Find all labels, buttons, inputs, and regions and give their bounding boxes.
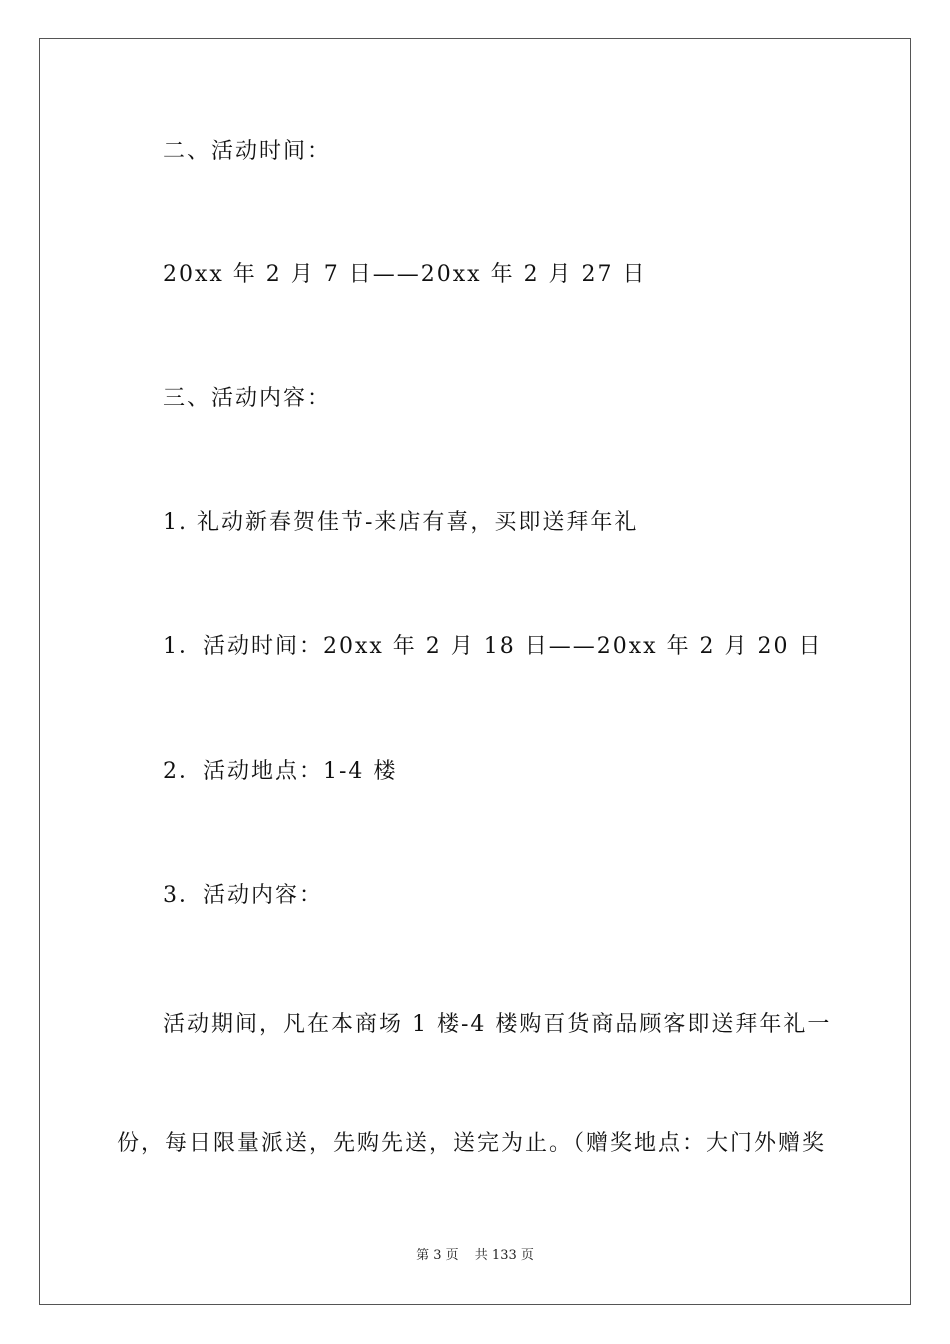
page-border	[39, 38, 911, 1305]
activity-time: 1．活动时间：20xx 年 2 月 18 日——20xx 年 2 月 20 日	[163, 634, 823, 659]
paragraph-line-2: 份，每日限量派送，先购先送，送完为止。（赠奖地点：大门外赠奖	[117, 1131, 827, 1156]
activity-location: 2．活动地点：1-4 楼	[163, 759, 398, 784]
page-footer	[0, 1247, 950, 1265]
section-heading-time: 二、活动时间：	[163, 139, 332, 164]
section-heading-content: 三、活动内容：	[163, 386, 332, 411]
activity-date-range: 20xx 年 2 月 7 日——20xx 年 2 月 27 日	[163, 262, 647, 287]
page-total: 共 133 页	[474, 1248, 534, 1263]
page-number: 第 3 页	[416, 1248, 459, 1263]
activity-title: 1. 礼动新春贺佳节-来店有喜，买即送拜年礼	[163, 510, 639, 535]
paragraph-line-1: 活动期间，凡在本商场 1 楼-4 楼购百货商品顾客即送拜年礼一	[163, 1012, 832, 1037]
activity-content-heading: 3．活动内容：	[163, 883, 323, 908]
